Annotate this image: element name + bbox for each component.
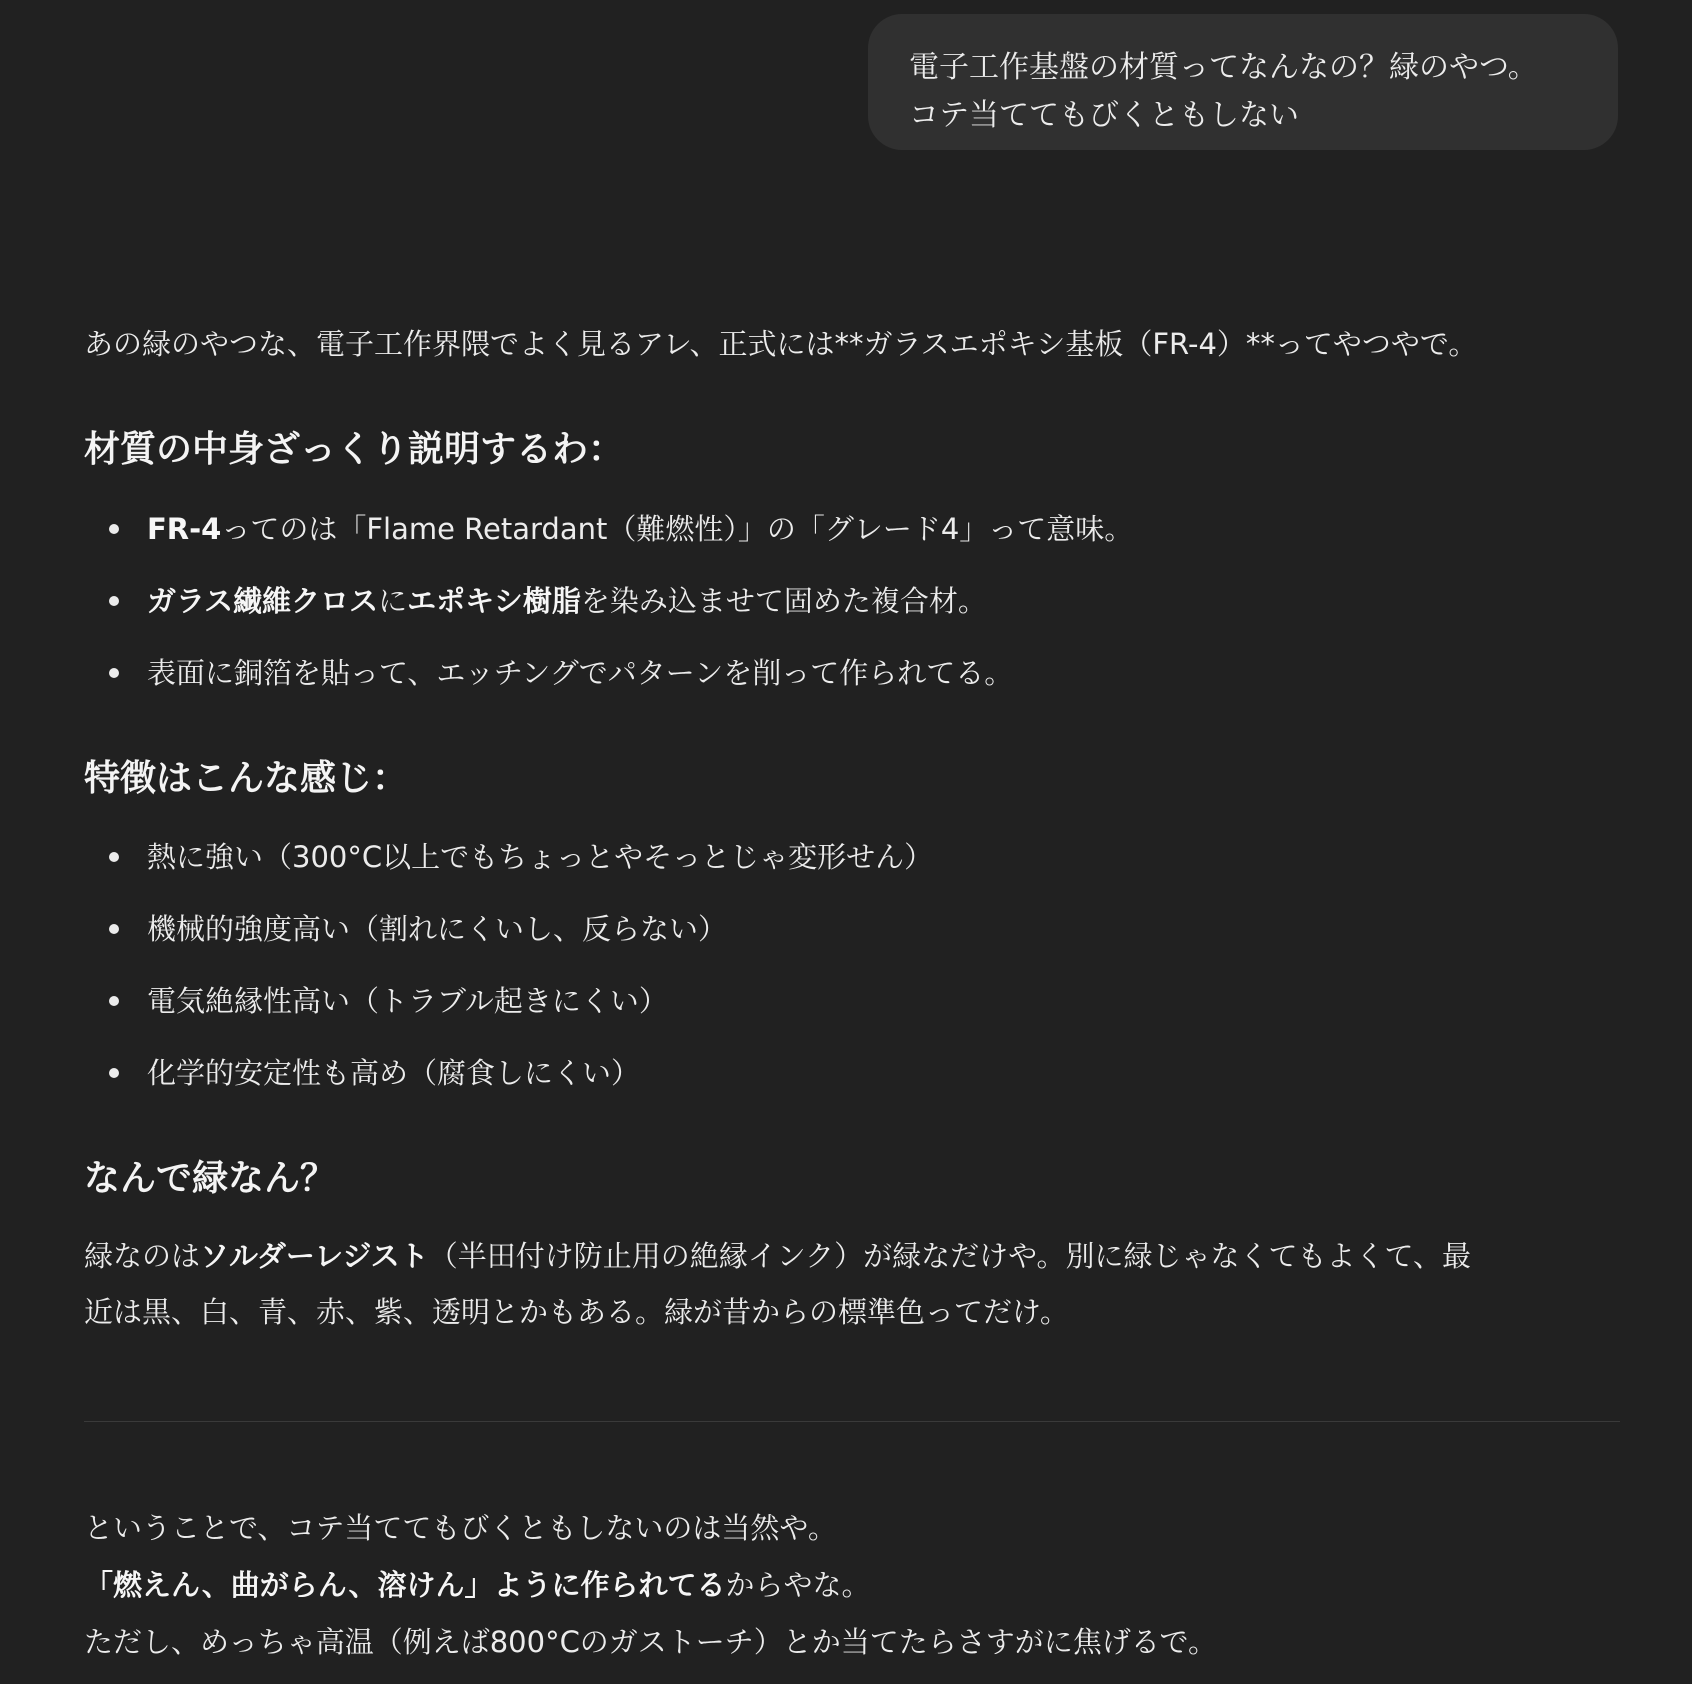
bold-term: ソルダーレジスト: [200, 1239, 429, 1273]
bullet-icon: [109, 852, 119, 862]
list-item-text: 化学的安定性も高め（腐食しにくい）: [147, 1056, 641, 1090]
section-heading-features: 特徴はこんな感じ：: [84, 758, 409, 799]
bullet-icon: [109, 596, 119, 606]
conclusion-line-1: ということで、コテ当ててもびくともしないのは当然や。: [84, 1511, 837, 1545]
bullet-icon: [109, 668, 119, 678]
bold-term: ガラス繊維クロス: [147, 584, 379, 618]
why-green-line-2: 近は黒、白、青、赤、紫、透明とかもある。緑が昔からの標準色ってだけ。: [84, 1295, 1069, 1329]
bullet-icon: [109, 1068, 119, 1078]
why-green-line-1: 緑なのはソルダーレジスト（半田付け防止用の絶縁インク）が緑なだけや。別に緑じゃなくてもよくて、最: [84, 1239, 1471, 1273]
user-message-line-1: 電子工作基盤の材質ってなんなの？緑のやつ。: [909, 50, 1538, 85]
conclusion-line-3: ただし、めっちゃ高温（例えば800°Cのガストーチ）とか当てたらさすがに焦げるで。: [84, 1625, 1217, 1659]
list-item-text: 表面に銅箔を貼って、エッチングでパターンを削って作られてる。: [147, 656, 1014, 690]
bullet-icon: [109, 524, 119, 534]
user-message-line-2: コテ当ててもびくともしない: [909, 98, 1299, 133]
list-item-text: ってのは「Flame Retardant（難燃性）」の「グレード4」って意味。: [221, 512, 1134, 546]
list-item-text: 電気絶縁性高い（トラブル起きにくい）: [147, 984, 668, 1018]
bold-term: FR-4: [147, 512, 222, 546]
user-message-bubble: [868, 14, 1618, 150]
list-item-text: に: [378, 584, 408, 618]
list-item-text: 機械的強度高い（割れにくいし、反らない）: [147, 912, 728, 946]
bullet-icon: [109, 924, 119, 934]
intro-paragraph: あの緑のやつな、電子工作界隈でよく見るアレ、正式には**ガラスエポキシ基板（FR-4）**ってやつやで。: [84, 327, 1478, 361]
bold-term: 「燃えん、曲がらん、溶けん」ように作られてる: [84, 1568, 726, 1602]
list-item-text: を染み込ませて固めた複合材。: [580, 584, 987, 618]
bullet-icon: [109, 996, 119, 1006]
section-heading-material: 材質の中身ざっくり説明するわ：: [84, 429, 625, 470]
list-item-text: 熱に強い（300°C以上でもちょっとやそっとじゃ変形せん）: [147, 840, 934, 874]
horizontal-divider: [84, 1421, 1620, 1422]
conclusion-line-2: 「燃えん、曲がらん、溶けん」ように作られてるからやな。: [84, 1568, 871, 1602]
bold-term: エポキシ樹脂: [407, 584, 581, 618]
section-heading-why-green: なんで緑なん？: [84, 1158, 337, 1199]
